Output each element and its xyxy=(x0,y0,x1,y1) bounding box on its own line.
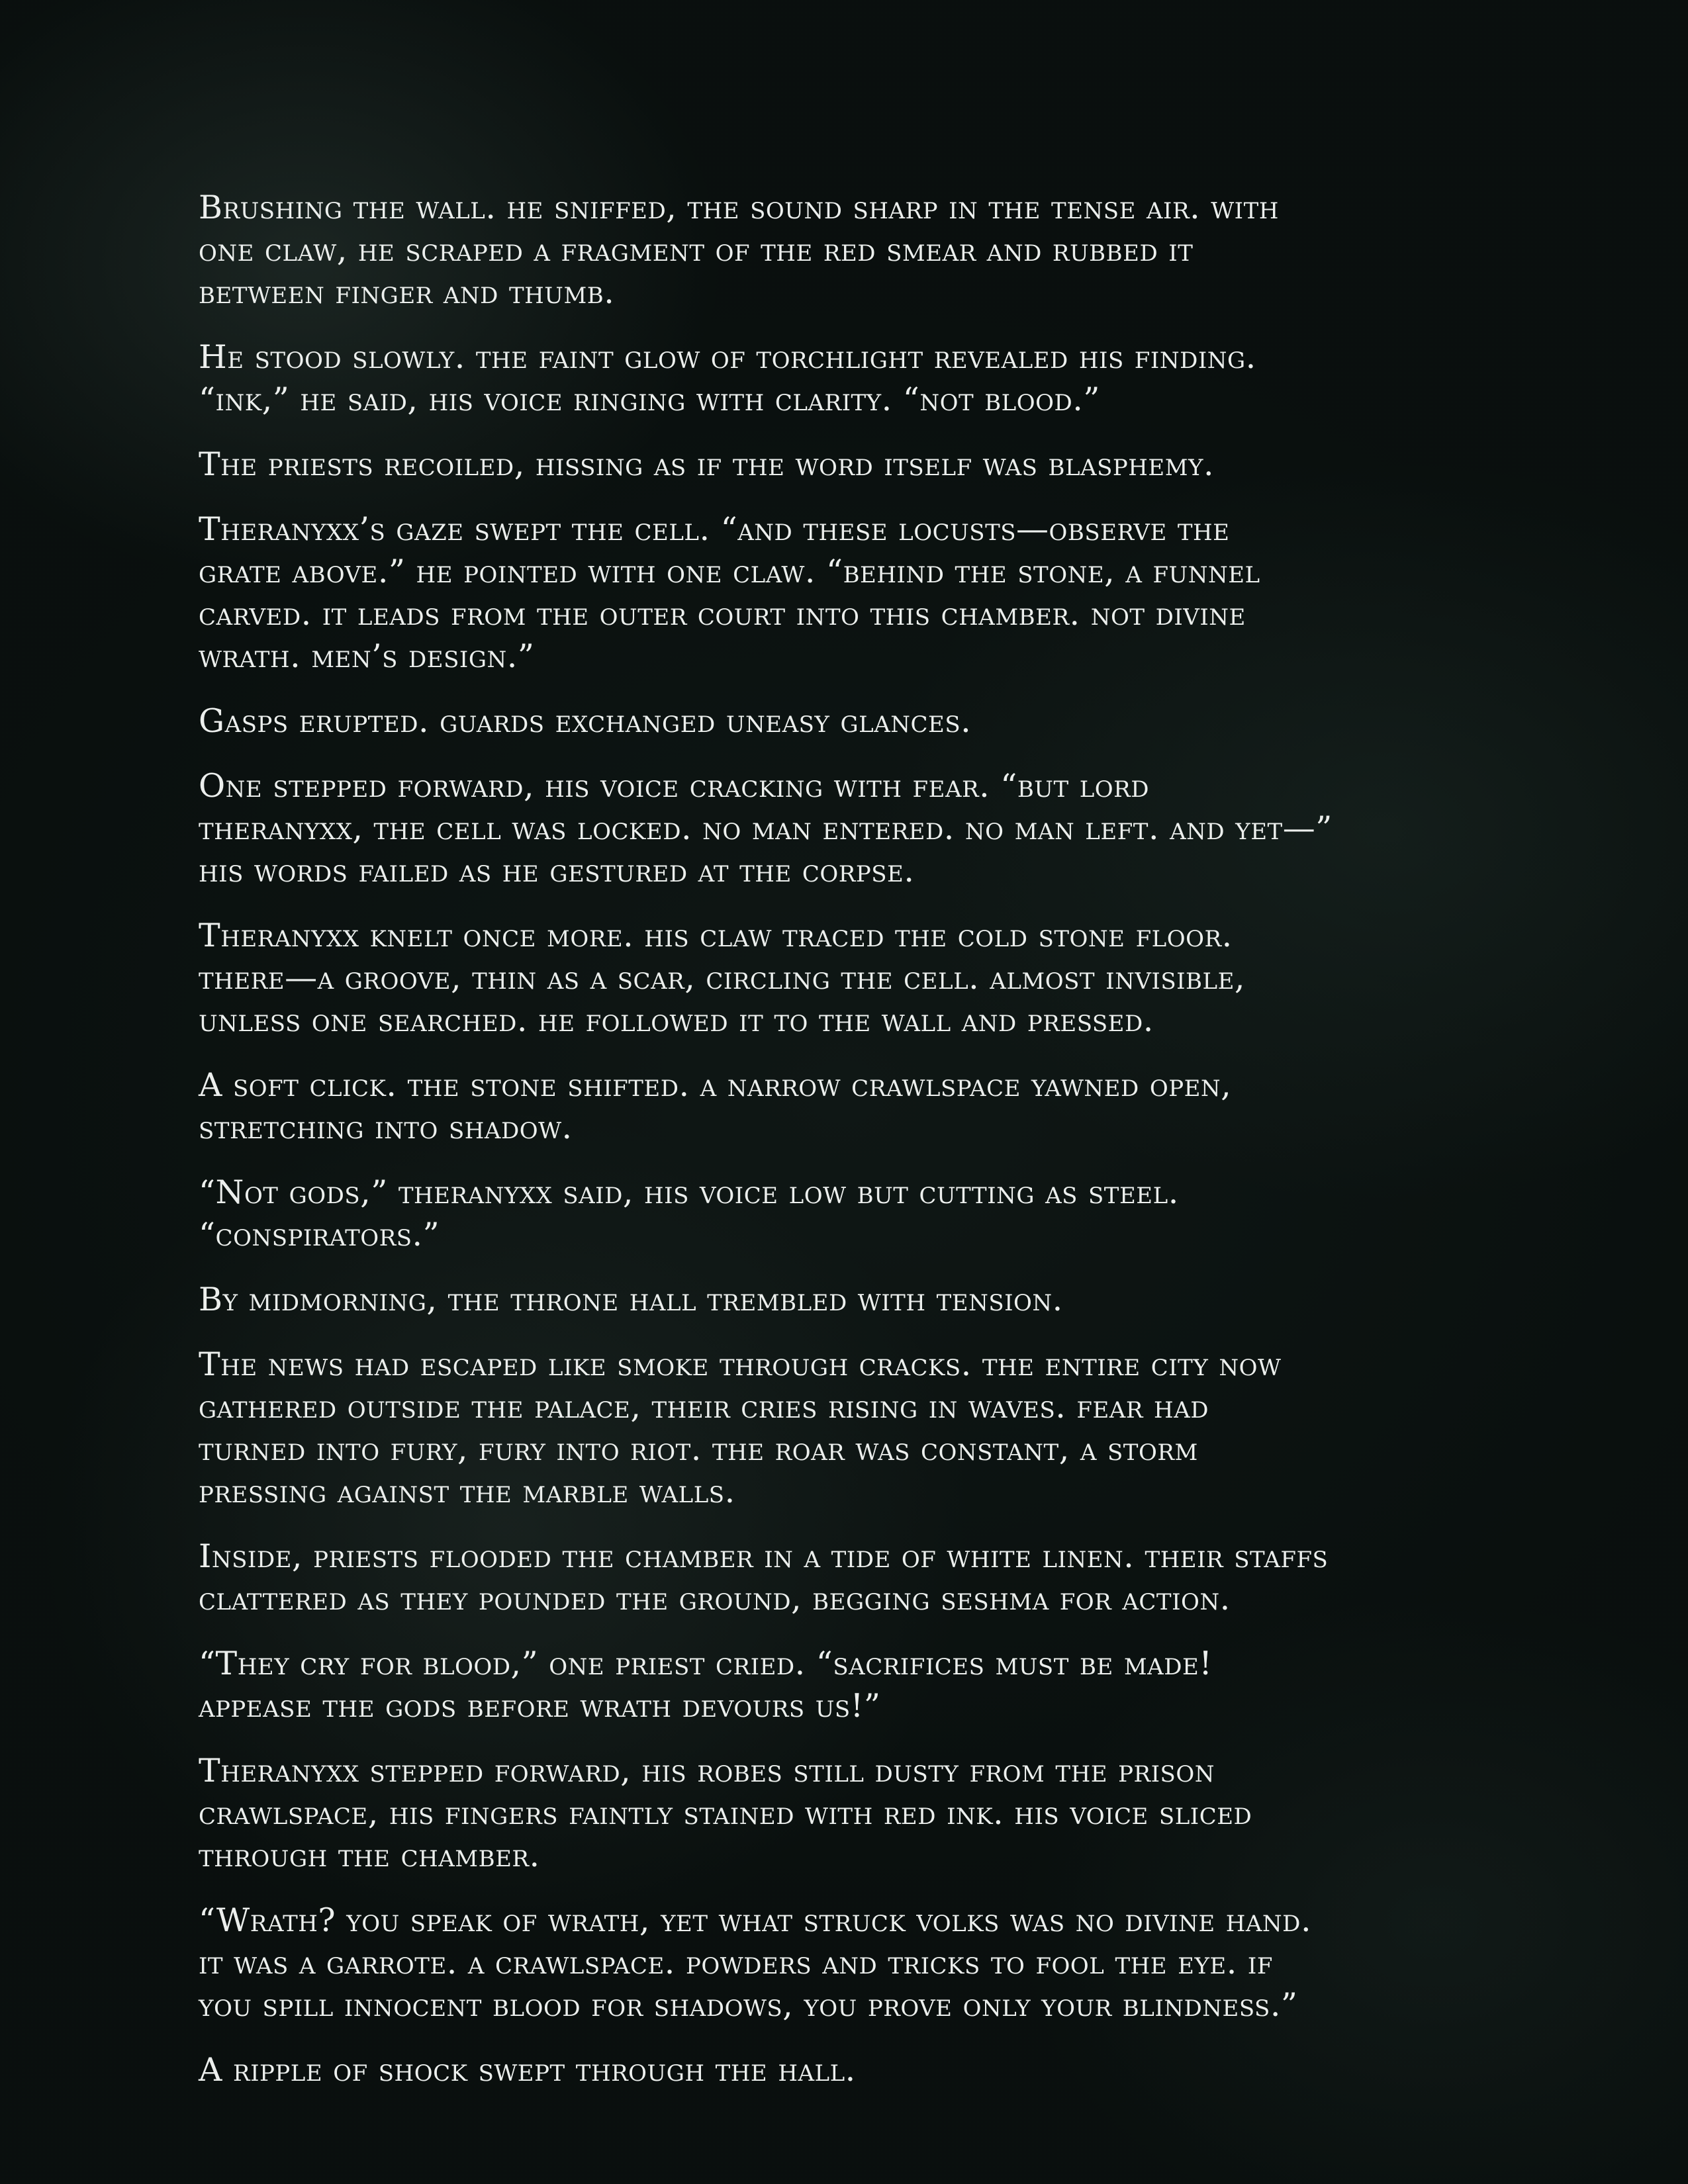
paragraph xyxy=(199,187,1509,314)
text-line: Gasps erupted. guards exchanged uneasy glances. xyxy=(199,702,972,740)
text-line: Inside, priests flooded the chamber in a tide of white linen. their staffs xyxy=(199,1537,1329,1575)
paragraph xyxy=(199,1535,1509,1620)
paragraph xyxy=(199,915,1509,1042)
text-line: “conspirators.” xyxy=(199,1216,440,1253)
text-line: unless one searched. he followed it to the wall and pressed. xyxy=(199,1001,1154,1039)
text-line: Brushing the wall. he sniffed, the sound sharp in the tense air. with xyxy=(199,189,1279,226)
paragraph xyxy=(199,508,1509,678)
text-line: “ink,” he said, his voice ringing with clarity. “not blood.” xyxy=(199,381,1100,418)
paragraph xyxy=(199,1750,1509,1877)
paragraph xyxy=(199,1279,1509,1321)
text-line: through the chamber. xyxy=(199,1837,540,1874)
text-line: theranyxx, the cell was locked. no man entered. no man left. and yet—” xyxy=(199,809,1333,847)
text-line: between finger and thumb. xyxy=(199,273,615,311)
text-line: crawlspace, his fingers faintly stained with red ink. his voice sliced xyxy=(199,1794,1252,1832)
paragraph xyxy=(199,1899,1509,2026)
text-line: He stood slowly. the faint glow of torchlight revealed his finding. xyxy=(199,338,1256,376)
text-line: you spill innocent blood for shadows, you prove only your blindness.” xyxy=(199,1986,1298,2024)
text-line: The priests recoiled, hissing as if the word itself was blasphemy. xyxy=(199,445,1215,483)
text-line: One stepped forward, his voice cracking with fear. “but lord xyxy=(199,767,1150,805)
text-line: A soft click. the stone shifted. a narrow crawlspace yawned open, xyxy=(199,1066,1232,1104)
text-line: pressing against the marble walls. xyxy=(199,1473,735,1510)
text-line: By midmorning, the throne hall trembled with tension. xyxy=(199,1281,1063,1318)
story-text-block xyxy=(199,187,1509,2114)
paragraph xyxy=(199,1064,1509,1149)
text-line: Theranyxx knelt once more. his claw traced the cold stone floor. xyxy=(199,917,1233,954)
text-line: The news had escaped like smoke through cracks. the entire city now xyxy=(199,1345,1282,1383)
text-line: stretching into shadow. xyxy=(199,1109,573,1146)
text-line: Theranyxx’s gaze swept the cell. “and these locusts—observe the xyxy=(199,510,1230,548)
text-line: appease the gods before wrath devours us!” xyxy=(199,1687,881,1725)
paragraph xyxy=(199,1343,1509,1513)
text-line: wrath. men’s design.” xyxy=(199,637,535,675)
paragraph xyxy=(199,443,1509,486)
text-line: it was a garrote. a crawlspace. powders and tricks to fool the eye. if xyxy=(199,1944,1273,1981)
text-line: “Not gods,” theranyxx said, his voice low but cutting as steel. xyxy=(199,1173,1179,1211)
text-line: one claw, he scraped a fragment of the red smear and rubbed it xyxy=(199,231,1194,269)
text-line: A ripple of shock swept through the hall. xyxy=(199,2051,856,2089)
text-line: “They cry for blood,” one priest cried. “sacrifices must be made! xyxy=(199,1645,1213,1682)
text-line: his words failed as he gestured at the corpse. xyxy=(199,852,915,889)
text-line: “Wrath? you speak of wrath, yet what struck volks was no divine hand. xyxy=(199,1901,1312,1939)
text-line: clattered as they pounded the ground, begging seshma for action. xyxy=(199,1580,1231,1617)
text-line: carved. it leads from the outer court into this chamber. not divine xyxy=(199,595,1246,633)
text-line: there—a groove, thin as a scar, circling the cell. almost invisible, xyxy=(199,959,1246,997)
paragraph xyxy=(199,1643,1509,1727)
text-line: Theranyxx stepped forward, his robes still dusty from the prison xyxy=(199,1752,1215,1790)
paragraph xyxy=(199,2049,1509,2091)
text-line: grate above.” he pointed with one claw. “behind the stone, a funnel xyxy=(199,553,1260,590)
paragraph xyxy=(199,1171,1509,1256)
text-line: gathered outside the palace, their cries rising in waves. fear had xyxy=(199,1388,1209,1426)
paragraph xyxy=(199,765,1509,892)
paragraph xyxy=(199,336,1509,421)
text-line: turned into fury, fury into riot. the roar was constant, a storm xyxy=(199,1430,1198,1468)
paragraph xyxy=(199,700,1509,743)
